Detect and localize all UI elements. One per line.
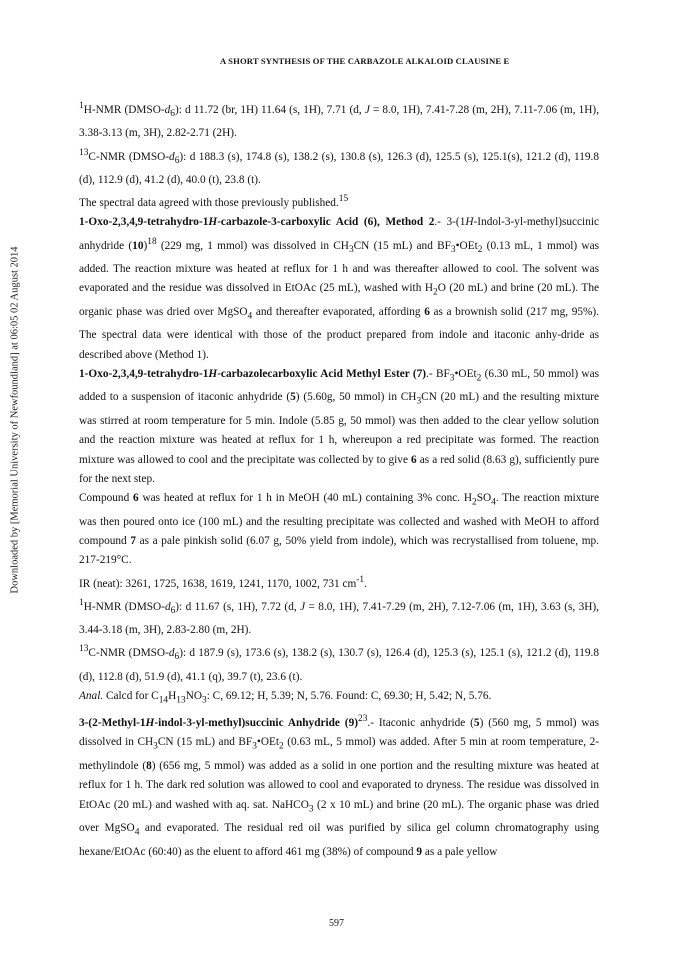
paragraph-methyl-ester: 1-Oxo-2,3,4,9-tetrahydro-1H-carbazolecarboxylic Acid Methyl Ester (7).- $BF_3•OEt_2$ (6.30 mL, 50 mmol) was added to a suspension of itaconic anhydride (5) (5.60g, 50 mmol) in $CH_3CN$ (20 mL) and the resulting mixture was stirred at room temperature for 5 min. Indole (5.85 g, 50 mmol) was then added to the clear yellow solution and the reaction mixture was heated at reflux for 1 h, whereupon a red precipitate was formed. The reaction mixture was allowed to cool and the precipitate was collected by to give 6 as a red solid (8.63 g), sufficiently pure for the next step. bbox=[79, 367, 599, 485]
paragraph-13c-nmr-ester: $^{13}$C-NMR $(DMSO-d_6)$: d 187.9 (s), 173.6 (s), 138.2 (s), 130.7 (s), 126.4 (d), 125.3 (s), 125.1 (s), 121.2 (d), 119.8 (d), 112.8 (d), 51.9 (d), 41.1 (q), 39.7 (t), 23.6 (t). bbox=[79, 644, 599, 683]
paragraph-analysis: Anal. Calcd for $C_{14}H_{13}NO_3$: C, 69.12; H, 5.39; N, 5.76. Found: C, 69.30; H, 5.42; N, 5.76. bbox=[79, 689, 492, 706]
paragraph-1h-nmr-acid: $^1$H-NMR $(DMSO-d_6)$: d 11.72 (br, 1H) 11.64 (s, 1H), 7.71 (d, J = 8.0, 1H), 7.41-7.28 (m, 2H), 7.11-7.06 (m, 1H), 3.38-3.13 (m, 3H), 2.82-2.71 (2H). bbox=[79, 101, 600, 140]
paragraph-13c-nmr-acid: $^{13}$C-NMR $(DMSO-d_6)$: d 188.3 (s), 174.8 (s), 138.2 (s), 130.8 (s), 126.3 (d), 125.5 (s), 125.1(s), 121.2 (d), 119.8 (d), 112.9 (d), 41.2 (d), 40.0 (t), 23.8 (t). bbox=[79, 147, 599, 186]
paragraph-spectral-note: The spectral data agreed with those previously published.$^{15}$ bbox=[79, 194, 349, 209]
paragraph-anhydride-9: 3-(2-Methyl-1H-indol-3-yl-methyl)succinic Anhydride $(9)^{23}.-$ Itaconic anhydride (5) (560 mg, 5 mmol) was dissolved in $CH_3CN$ (15 mL) and $BF_3•OEt_2$ (0.63 mL, 5 mmol) was added. After 5 min at room temperature, 2-methylindole (8) (656 mg, 5 mmol) was added as a solid in one portion and the resulting mixture was heated at reflux for 1 h. The dark red solution was allowed to cool and evaporated to dryness. The residue was dissolved in EtOAc (20 mL) and washed with aq. sat. NaHCO$_3$ (2 x 10 mL) and brine (20 mL). The organic phase was dried over MgSO$_4$ and evaporated. The residual red oil was purified by silica gel column chromatography using hexane/EtOAc (60:40) as the eluent to afford 461 mg (38%) of compound 9 as a pale yellow bbox=[79, 714, 600, 858]
running-header: A SHORT SYNTHESIS OF THE CARBAZOLE ALKALOID CLAUSINE E bbox=[220, 56, 510, 66]
download-notice bbox=[8, 140, 22, 700]
paragraph-1h-nmr-ester: $^1$H-NMR $(DMSO-d_6)$: d 11.67 (s, 1H), 7.72 (d, J = 8.0, 1H), 7.41-7.29 (m, 2H), 7.12-7.06 (m, 1H), 3.63 (s, 3H), 3.44-3.18 (m, 3H), 2.83-2.80 (m, 2H). bbox=[79, 597, 599, 636]
download-notice-text: Downloaded by [Memorial University of Newfoundland] at 06:05 02 August 2014 bbox=[9, 246, 21, 594]
page-number: 597 bbox=[329, 918, 344, 929]
paragraph-esterification: Compound 6 was heated at reflux for 1 h in MeOH (40 mL) containing 3% conc. $H_2SO_4$. The reaction mixture was then poured onto ice (100 mL) and the resulting precipitate was collected and washed with MeOH to afford compound 7 as a pale pinkish solid (6.07 g, 50% yield from indole), which was recrystallised from toluene, mp. 217-219°C. bbox=[79, 492, 599, 567]
article-body bbox=[79, 97, 599, 862]
paragraph-ir: IR (neat): 3261, 1725, 1638, 1619, 1241, 1170, 1002, 731 $cm^{-1}$. bbox=[79, 574, 367, 590]
paragraph-acid-method-2: 1-Oxo-2,3,4,9-tetrahydro-1H-carbazole-3-carboxylic Acid (6), Method 2.- 3-(1H-Indol-3-yl-methyl)succinic anhydride $(10)^{18}$ (229 mg, 1 mmol) was dissolved in $CH_3CN$ (15 mL) and $BF_3•OEt_2$ (0.13 mL, 1 mmol) was added. The reaction mixture was heated at reflux for 1 h and was thereafter allowed to cool. The solvent was evaporated and the residue was dissolved in EtOAc (25 mL), washed with $H_2O$ (20 mL) and brine (20 mL). The organic phase was dried over MgSO$_4$ and thereafter evaporated, affording 6 as a brownish solid (217 mg, 95%). The spectral data were identical with those of the product prepared from indole and itaconic anhy-dride as described above (Method 1). bbox=[79, 216, 599, 361]
